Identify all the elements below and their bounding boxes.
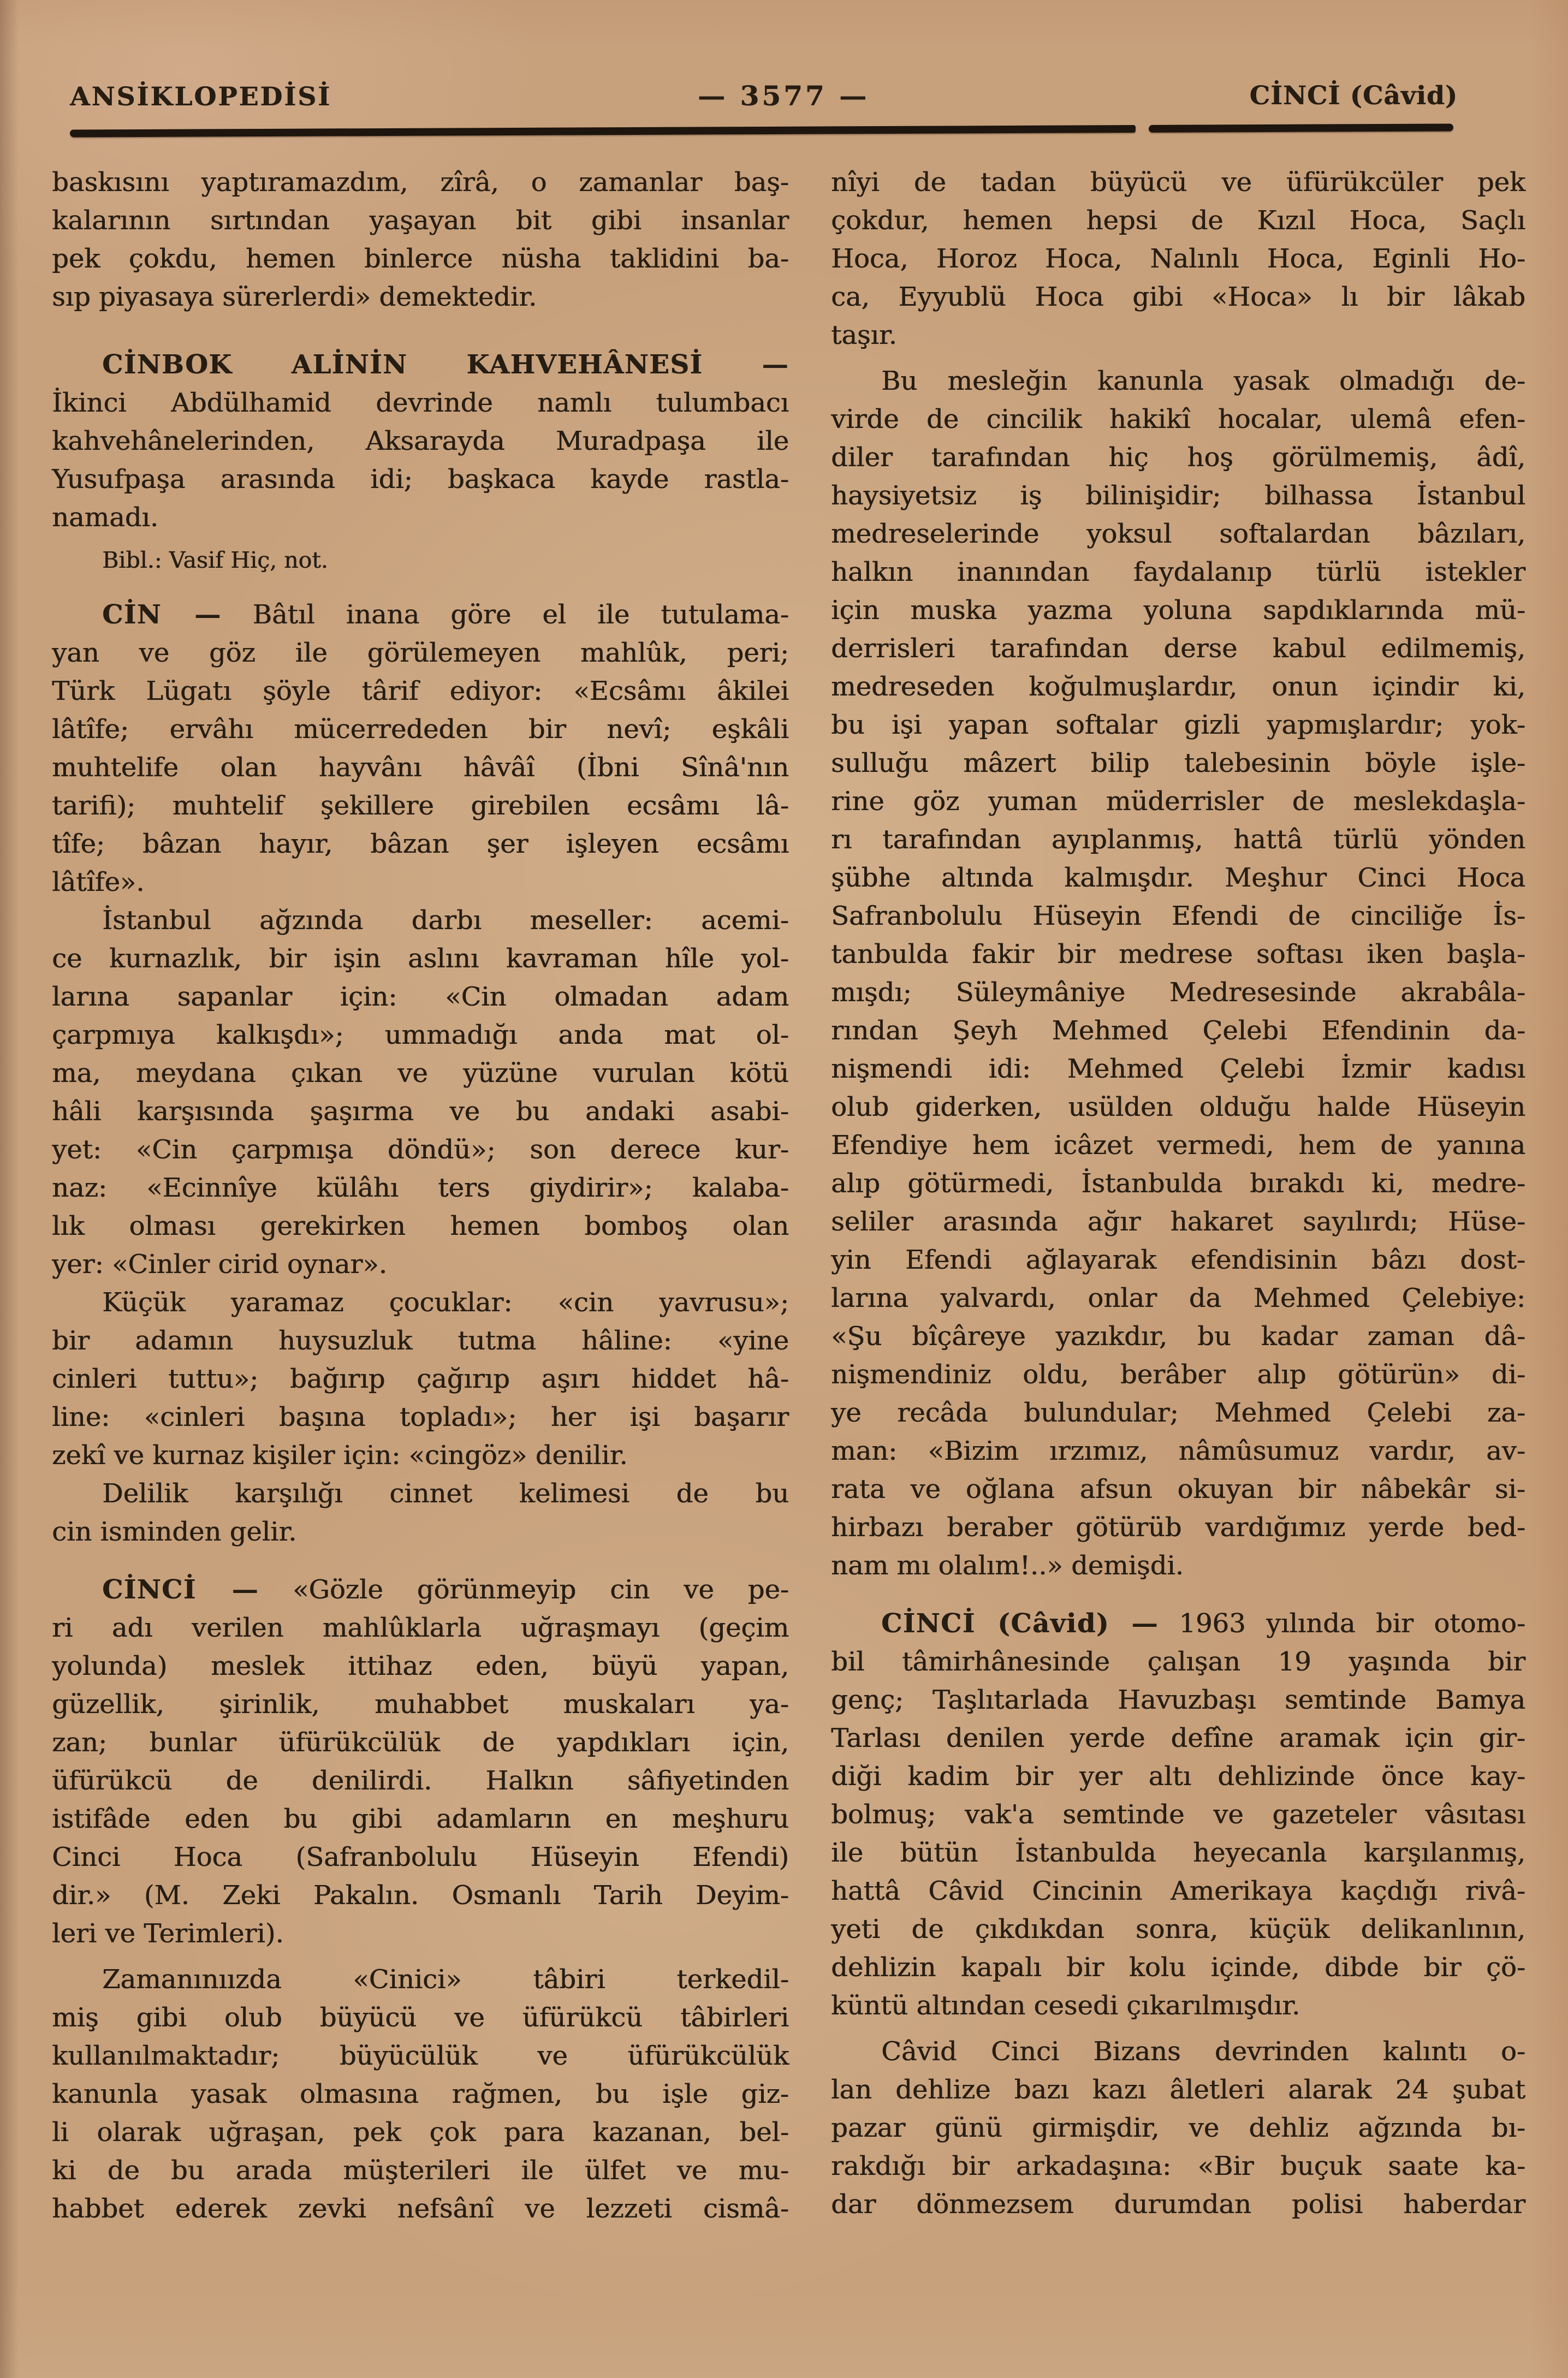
text-line: tîfe; bâzan hayır, bâzan şer işleyen ecsâmı — [52, 829, 789, 859]
para-cavid-cinci-bizans — [831, 2032, 1525, 2224]
text-line: rından Şeyh Mehmed Çelebi Efendinin da- — [831, 1015, 1525, 1046]
header-entry-title: CİNCİ (Câvid) — [1249, 81, 1458, 111]
text-line: Delilik karşılığı cinnet kelimesi de bu — [102, 1478, 789, 1509]
text-line: Bu mesleğin kanunla yasak olmadığı de- — [881, 366, 1525, 396]
text-line: nam mı olalım!..» demişdi. — [831, 1550, 1184, 1581]
text-line: hirbazı beraber götürüb vardığımız yerde bed- — [831, 1512, 1525, 1543]
text-line: li olarak uğraşan, pek çok para kazanan, bel- — [52, 2117, 789, 2148]
text-line: pazar günü girmişdir, ve dehliz ağzında bı- — [831, 2113, 1525, 2143]
text-line: güzellik, şirinlik, muhabbet muskaları ya- — [52, 1689, 789, 1720]
text-line: çarpmıya kalkışdı»; ummadığı anda mat ol- — [52, 1020, 789, 1050]
text-line: yeti de çıkdıkdan sonra, küçük delikanlının, — [831, 1914, 1525, 1945]
text-line: mışdı; Süleymâniye Medresesinde akrabâla- — [831, 977, 1525, 1008]
text-line: nişmendi idi: Mehmed Çelebi İzmir kadısı — [831, 1054, 1525, 1084]
text-line: CİNBOK ALİNİN KAHVEHÂNESİ — — [102, 349, 789, 380]
text-line: Zamanınıızda «Cinici» tâbiri terkedil- — [102, 1964, 789, 1995]
text-line: Cinci Hoca (Safranbolulu Hüseyin Efendi) — [52, 1842, 789, 1872]
text-line: yin Efendi ağlayarak efendisinin bâzı dost- — [831, 1245, 1525, 1275]
para-istanbul-agzinda — [52, 901, 789, 1283]
text-line: alıp götürmedi, İstanbulda bırakdı ki, medre- — [831, 1168, 1525, 1199]
text-line: haysiyetsiz iş bilinişidir; bilhassa İstanbul — [831, 480, 1525, 511]
header-rule-right-segment — [1149, 123, 1453, 132]
text-line: ca, Eyyublü Hoca gibi «Hoca» lı bir lâkab — [831, 282, 1525, 312]
text-line: Küçük yaramaz çocuklar: «cin yavrusu»; — [102, 1287, 789, 1318]
text-line: virde de cincilik hakikî hocalar, ulemâ efen- — [831, 404, 1525, 435]
entry-cinci-cavid — [831, 1604, 1525, 2025]
text-line: Safranbolulu Hüseyin Efendi de cinciliğe İs- — [831, 901, 1525, 931]
text-line: hâli karşısında şaşırma ve bu andaki asabi- — [52, 1096, 789, 1127]
header-rule-left-segment — [70, 125, 1136, 138]
text-line: muhtelife olan hayvânı hâvâî (İbni Sînâ'nın — [52, 752, 789, 783]
text-line: lan dehlize bazı kazı âletleri alarak 24 şubat — [831, 2074, 1525, 2105]
text-line: istifâde eden bu gibi adamların en meşhuru — [52, 1804, 789, 1834]
text-line: sıp piyasaya sürerlerdi» demektedir. — [52, 282, 537, 312]
text-line: Tarlası denilen yerde defîne aramak için gir- — [831, 1723, 1525, 1753]
text-line: taşır. — [831, 320, 897, 350]
text-line: medreseden koğulmuşlardır, onun içindir ki, — [831, 671, 1525, 702]
text-line: Câvid Cinci Bizans devrinden kalıntı o- — [881, 2036, 1525, 2067]
text-line: halkın inanından faydalanıp türlü istekler — [831, 557, 1525, 587]
text-line: diler tarafından hiç hoş görülmemiş, âdî, — [831, 442, 1525, 473]
text-line: miş gibi olub büyücü ve üfürükcü tâbirleri — [52, 2002, 789, 2033]
text-line: üfürükcü de denilirdi. Halkın sâfiyetinden — [52, 1765, 789, 1796]
text-line: için muska yazma yoluna sapdıklarında mü- — [831, 595, 1525, 626]
text-line: yer: «Cinler cirid oynar». — [52, 1249, 387, 1280]
para-zamanimizda — [52, 1960, 789, 2228]
text-line: hattâ Câvid Cincinin Amerikaya kaçdığı rivâ- — [831, 1876, 1525, 1906]
text-line: bolmuş; vak'a semtinde ve gazeteler vâsıtası — [831, 1799, 1525, 1830]
text-line: CİNCİ (Câvid) — 1963 yılında bir otomo- — [881, 1608, 1526, 1639]
text-line: CİNCİ — «Gözle görünmeyip cin ve pe- — [102, 1574, 789, 1605]
text-line: ri adı verilen mahlûklarla uğraşmayı (geçim — [52, 1613, 789, 1643]
text-line: küntü altından cesedi çıkarılmışdır. — [831, 1990, 1300, 2021]
text-line: leri ve Terimleri). — [52, 1918, 284, 1949]
para-niyi-continuation — [831, 163, 1525, 354]
text-line: dar dönmezsem durumdan polisi haberdar — [831, 2189, 1525, 2220]
header-rule — [70, 123, 1453, 137]
text-line: tanbulda fakir bir medrese softası iken başla- — [831, 939, 1525, 970]
text-line: dehlizin kapalı bir kolu içinde, dibde bir çö- — [831, 1952, 1525, 1983]
text-line: kahvehânelerinden, Aksarayda Muradpaşa ile — [52, 426, 789, 456]
column-left — [52, 163, 789, 2228]
text-line: man: «Bizim ırzımız, nâmûsumuz vardır, av- — [831, 1436, 1525, 1466]
para-bu-meslegin — [831, 362, 1525, 1585]
text-line: «Şu bîçâreye yazıkdır, bu kadar zaman dâ- — [831, 1321, 1525, 1352]
header-publication-title: ANSİKLOPEDİSİ — [70, 82, 332, 112]
text-line: kalarının sırtından yaşayan bit gibi insanlar — [52, 205, 789, 236]
text-line: larına sapanlar için: «Cin olmadan adam — [52, 982, 789, 1012]
text-line: namadı. — [52, 502, 158, 533]
text-line: bil tâmirhânesinde çalışan 19 yaşında bir — [831, 1646, 1525, 1677]
text-line: kullanılmaktadır; büyücülük ve üfürükcülük — [52, 2041, 789, 2071]
text-line: lâtîfe». — [52, 867, 145, 897]
text-line: dir.» (M. Zeki Pakalın. Osmanlı Tarih Deyim- — [52, 1880, 789, 1911]
text-line: larına yalvardı, onlar da Mehmed Çelebiye: — [831, 1283, 1525, 1313]
text-line: kanunla yasak olmasına rağmen, bu işle giz- — [52, 2079, 789, 2109]
text-line: zekî ve kurnaz kişiler için: «cingöz» denilir. — [52, 1440, 628, 1471]
text-line: naz: «Ecinnîye külâhı ters giydirir»; kalaba- — [52, 1173, 789, 1203]
text-line: genç; Taşlıtarlada Havuzbaşı semtinde Bamya — [831, 1685, 1525, 1715]
text-line: Türk Lügatı şöyle târif ediyor: «Ecsâmı âkilei — [52, 676, 789, 706]
entry-cinbok-alinin-kahvehanesi — [52, 346, 789, 537]
text-line: rı tarafından ayıplanmış, hattâ türlü yönden — [831, 824, 1525, 855]
text-line: baskısını yaptıramazdım, zîrâ, o zamanlar baş- — [52, 167, 789, 198]
text-line: nişmendiniz oldu, berâber alıp götürün» di- — [831, 1359, 1525, 1390]
text-line: Efendiye hem icâzet vermedi, hem de yanına — [831, 1130, 1525, 1161]
text-line: pek çokdu, hemen binlerce nüsha taklidini ba- — [52, 243, 789, 274]
text-line: şübhe altında kalmışdır. Meşhur Cinci Hoca — [831, 863, 1525, 893]
text-line: yet: «Cin çarpmışa döndü»; son derece kur- — [52, 1134, 789, 1165]
text-line: medreselerinde yoksul softalardan bâzıları, — [831, 519, 1525, 549]
text-line: seliler arasında ağır hakaret sayılırdı; Hüse- — [831, 1206, 1525, 1237]
text-line: Yusufpaşa arasında idi; başkaca kayde rastla- — [52, 464, 789, 495]
para-kucuk-yaramaz — [52, 1283, 789, 1475]
text-line: nîyi de tadan büyücü ve üfürükcüler pek — [831, 167, 1525, 198]
entry-cin — [52, 596, 789, 901]
text-line: lık olması gerekirken hemen bomboş olan — [52, 1211, 789, 1241]
para-delilik — [52, 1475, 789, 1551]
text-line: tarifi); muhtelif şekillere girebilen ecsâmı lâ- — [52, 790, 789, 821]
text-line: line: «cinleri başına topladı»; her işi başarır — [52, 1402, 789, 1432]
text-line: bu işi yapan softalar gizli yapmışlardır; yok- — [831, 710, 1525, 740]
text-line: cinleri tuttu»; bağırıp çağırıp aşırı hiddet hâ- — [52, 1364, 789, 1394]
text-line: yan ve göz ile görülemeyen mahlûk, peri; — [52, 638, 789, 668]
text-line: cin isminden gelir. — [52, 1517, 297, 1547]
text-line: lâtîfe; ervâhı mücerrededen bir nevî; eşkâli — [52, 714, 789, 745]
bibliography-note — [52, 544, 789, 576]
text-line: diği kadim bir yer altı dehlizinde önce kay- — [831, 1761, 1525, 1792]
text-line: ile bütün İstanbulda heyecanla karşılanmış, — [831, 1838, 1525, 1868]
text-line: çokdur, hemen hepsi de Kızıl Hoca, Saçlı — [831, 205, 1525, 236]
text-line: CİN — Bâtıl inana göre el ile tutulama- — [102, 599, 789, 630]
text-line: ye recâda bulundular; Mehmed Çelebi za- — [831, 1398, 1525, 1428]
text-line: rine göz yuman müderrisler de meslekdaşla- — [831, 786, 1525, 817]
text-line: İstanbul ağzında darbı meseller: acemi- — [102, 905, 789, 936]
header-page-number: — 3577 — — [698, 80, 869, 112]
para-baskisini-continuation — [52, 163, 789, 316]
text-line: ce kurnazlık, bir işin aslını kavraman hîle yol- — [52, 943, 789, 974]
text-line: habbet ederek zevki nefsânî ve lezzeti cismâ- — [52, 2193, 789, 2224]
text-line: Bibl.: Vasif Hiç, not. — [102, 547, 328, 573]
text-line: Hoca, Horoz Hoca, Nalınlı Hoca, Eginli Ho- — [831, 243, 1525, 274]
text-line: zan; bunlar üfürükcülük de yapdıkları için, — [52, 1727, 789, 1758]
entry-cinci — [52, 1571, 789, 1953]
text-line: rakdığı bir arkadaşına: «Bir buçuk saate ka- — [831, 2151, 1525, 2181]
text-line: olub giderken, usülden olduğu halde Hüseyin — [831, 1092, 1525, 1122]
text-line: sulluğu mâzert bilip talebesinin böyle işle- — [831, 748, 1525, 778]
column-right — [831, 163, 1525, 2224]
text-line: yolunda) meslek ittihaz eden, büyü yapan, — [52, 1651, 789, 1681]
text-line: ki de bu arada müşterileri ile ülfet ve mu- — [52, 2155, 789, 2186]
text-line: derrisleri tarafından derse kabul edilmemiş, — [831, 633, 1525, 664]
text-line: bir adamın huysuzluk tutma hâline: «yine — [52, 1325, 789, 1356]
text-line: rata ve oğlana afsun okuyan bir nâbekâr si- — [831, 1474, 1525, 1505]
text-line: İkinci Abdülhamid devrinde namlı tulumbacı — [52, 388, 789, 418]
text-line: ma, meydana çıkan ve yüzüne vurulan kötü — [52, 1058, 789, 1089]
